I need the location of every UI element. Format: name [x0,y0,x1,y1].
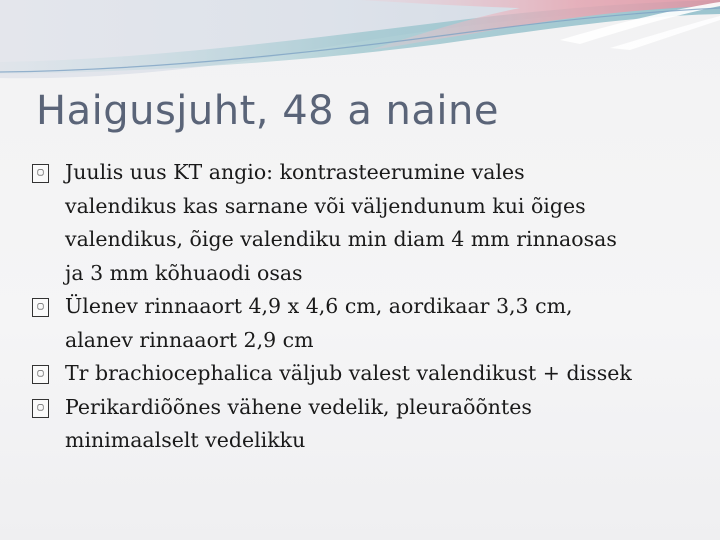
bullet-text-line: ja 3 mm kõhuaodi osas [65,260,303,285]
bullet-text-line: minimaalselt vedelikku [65,428,306,452]
bullet-item [32,391,708,458]
bullet-text-line: Perikardiõõnes vähene vedelik, pleuraõõntes [65,394,532,419]
decorative-header-swoosh [0,0,720,80]
bullet-text-line: valendikus, õige valendiku min diam 4 mm rinnaosas [65,227,617,251]
bullet-marker-icon: ▢ [32,399,49,418]
bullet-text-line: valendikus kas sarnane või väljendunum kui õiges [65,193,586,218]
slide-title: Haigusjuht, 48 a naine [36,88,499,134]
bullet-text-line: Ülenev rinnaaort 4,9 x 4,6 cm, aordikaar 3,3 cm, [65,294,573,318]
bullet-item [32,290,708,357]
bullet-item [32,357,708,391]
bullet-text-line: Juulis uus KT angio: kontrasteerumine vales [65,160,525,184]
bullet-text-line: alanev rinnaaort 2,9 cm [65,327,314,352]
bullet-marker-icon: ▢ [32,164,49,183]
bullet-item [32,156,708,290]
bullet-marker-icon: ▢ [32,365,49,384]
bullet-list [32,156,708,458]
bullet-marker-icon: ▢ [32,298,49,317]
bullet-text-line: Tr brachiocephalica väljub valest valendikust + dissek [65,361,632,385]
